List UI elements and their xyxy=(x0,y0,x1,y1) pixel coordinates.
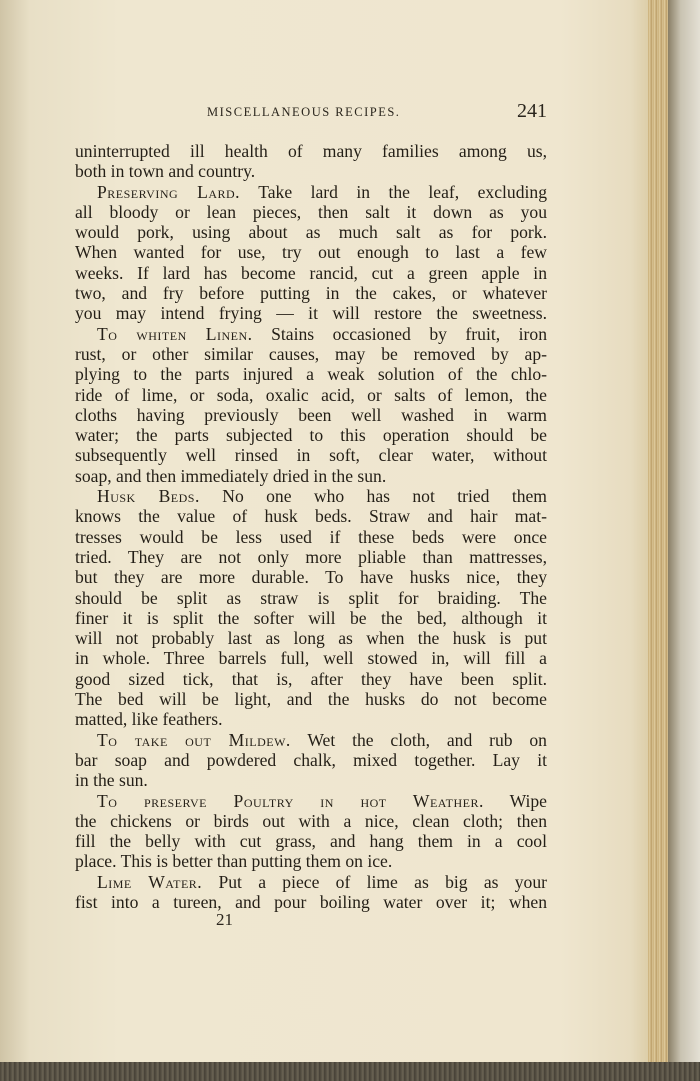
recipe-title: To whiten Linen. xyxy=(97,323,253,344)
text-line: subsequently well rinsed in soft, clear water, without xyxy=(75,445,547,466)
text-line: two, and fry before putting in the cakes, or whatever xyxy=(75,283,547,304)
paragraph-first-line xyxy=(75,730,547,750)
page-edges xyxy=(648,0,668,1062)
text-line: fist into a tureen, and pour boiling water over it; when xyxy=(75,891,547,912)
text-line: When wanted for use, try out enough to last a few xyxy=(75,242,547,263)
book-cover-edge xyxy=(668,0,700,1062)
body-text xyxy=(75,141,547,912)
text-run: Stains occasioned by fruit, iron xyxy=(252,323,547,344)
text-line: fill the belly with cut grass, and hang them in a cool xyxy=(75,831,547,852)
text-line: you may intend frying — it will restore the sweetness. xyxy=(75,303,547,324)
text-line: both in town and country. xyxy=(75,161,256,182)
text-line: knows the value of husk beds. Straw and hair mat- xyxy=(75,506,547,527)
text-line: rust, or other similar causes, may be removed by ap- xyxy=(75,343,547,364)
text-line: bar soap and powdered chalk, mixed together. Lay it xyxy=(75,749,547,770)
recipe-title: To preserve Poultry in hot Weather. xyxy=(97,790,484,811)
text-run: Wipe xyxy=(483,790,547,811)
text-line: soap, and then immediately dried in the sun. xyxy=(75,465,387,486)
recipe-title: To take out Mildew. xyxy=(97,729,291,750)
text-line: water; the parts subjected to this operation should be xyxy=(75,425,547,446)
text-line: uninterrupted ill health of many families among us, xyxy=(75,141,547,161)
text-line: will not probably last as long as when the husk is put xyxy=(75,628,547,649)
text-line: cloths having previously been well washed in warm xyxy=(75,404,547,425)
page-number: 241 xyxy=(517,100,547,122)
text-line: ride of lime, or soda, oxalic acid, or salts of lemon, the xyxy=(75,384,547,405)
binding-strip xyxy=(0,1062,700,1081)
text-line: should be split as straw is split for braiding. The xyxy=(75,587,547,608)
recipe-title: Husk Beds. xyxy=(97,486,200,507)
text-line: plying to the parts injured a weak solution of the chlo- xyxy=(75,364,547,385)
text-run: Put a piece of lime as big as your xyxy=(202,871,547,892)
page-header xyxy=(75,100,547,124)
text-line: finer it is split the softer will be the bed, although it xyxy=(75,607,547,628)
text-line: would pork, using about as much salt as for pork. xyxy=(75,222,547,243)
paragraph-first-line xyxy=(75,182,547,202)
text-line: tresses would be less used if these beds were once xyxy=(75,526,547,547)
text-line: good sized tick, that is, after they have been split. xyxy=(75,668,547,689)
paragraph-first-line xyxy=(75,324,547,344)
text-line: the chickens or birds out with a nice, clean cloth; then xyxy=(75,810,547,831)
paragraph-first-line xyxy=(75,872,547,892)
recipe-title: Preserving Lard. xyxy=(97,181,241,202)
text-line: tried. They are not only more pliable than mattresses, xyxy=(75,546,547,567)
text-line: matted, like feathers. xyxy=(75,709,223,730)
text-line: but they are more durable. To have husks nice, they xyxy=(75,567,547,588)
text-line: in whole. Three barrels full, well stowed in, will fill a xyxy=(75,648,547,669)
text-line: all bloody or lean pieces, then salt it down as you xyxy=(75,201,547,222)
running-head: MISCELLANEOUS RECIPES. xyxy=(207,105,401,119)
signature-mark: 21 xyxy=(216,910,233,929)
text-run: Wet the cloth, and rub on xyxy=(290,729,547,750)
paragraph-first-line xyxy=(75,791,547,811)
text-line: weeks. If lard has become rancid, cut a green apple in xyxy=(75,262,547,283)
text-line: in the sun. xyxy=(75,770,148,791)
text-line: place. This is better than putting them on ice. xyxy=(75,851,393,872)
paragraph-first-line xyxy=(75,486,547,506)
text-run: No one who has not tried them xyxy=(199,486,547,507)
recipe-title: Lime Water. xyxy=(97,871,203,892)
text-line: The bed will be light, and the husks do not become xyxy=(75,689,547,710)
text-run: Take lard in the leaf, excluding xyxy=(240,181,547,202)
